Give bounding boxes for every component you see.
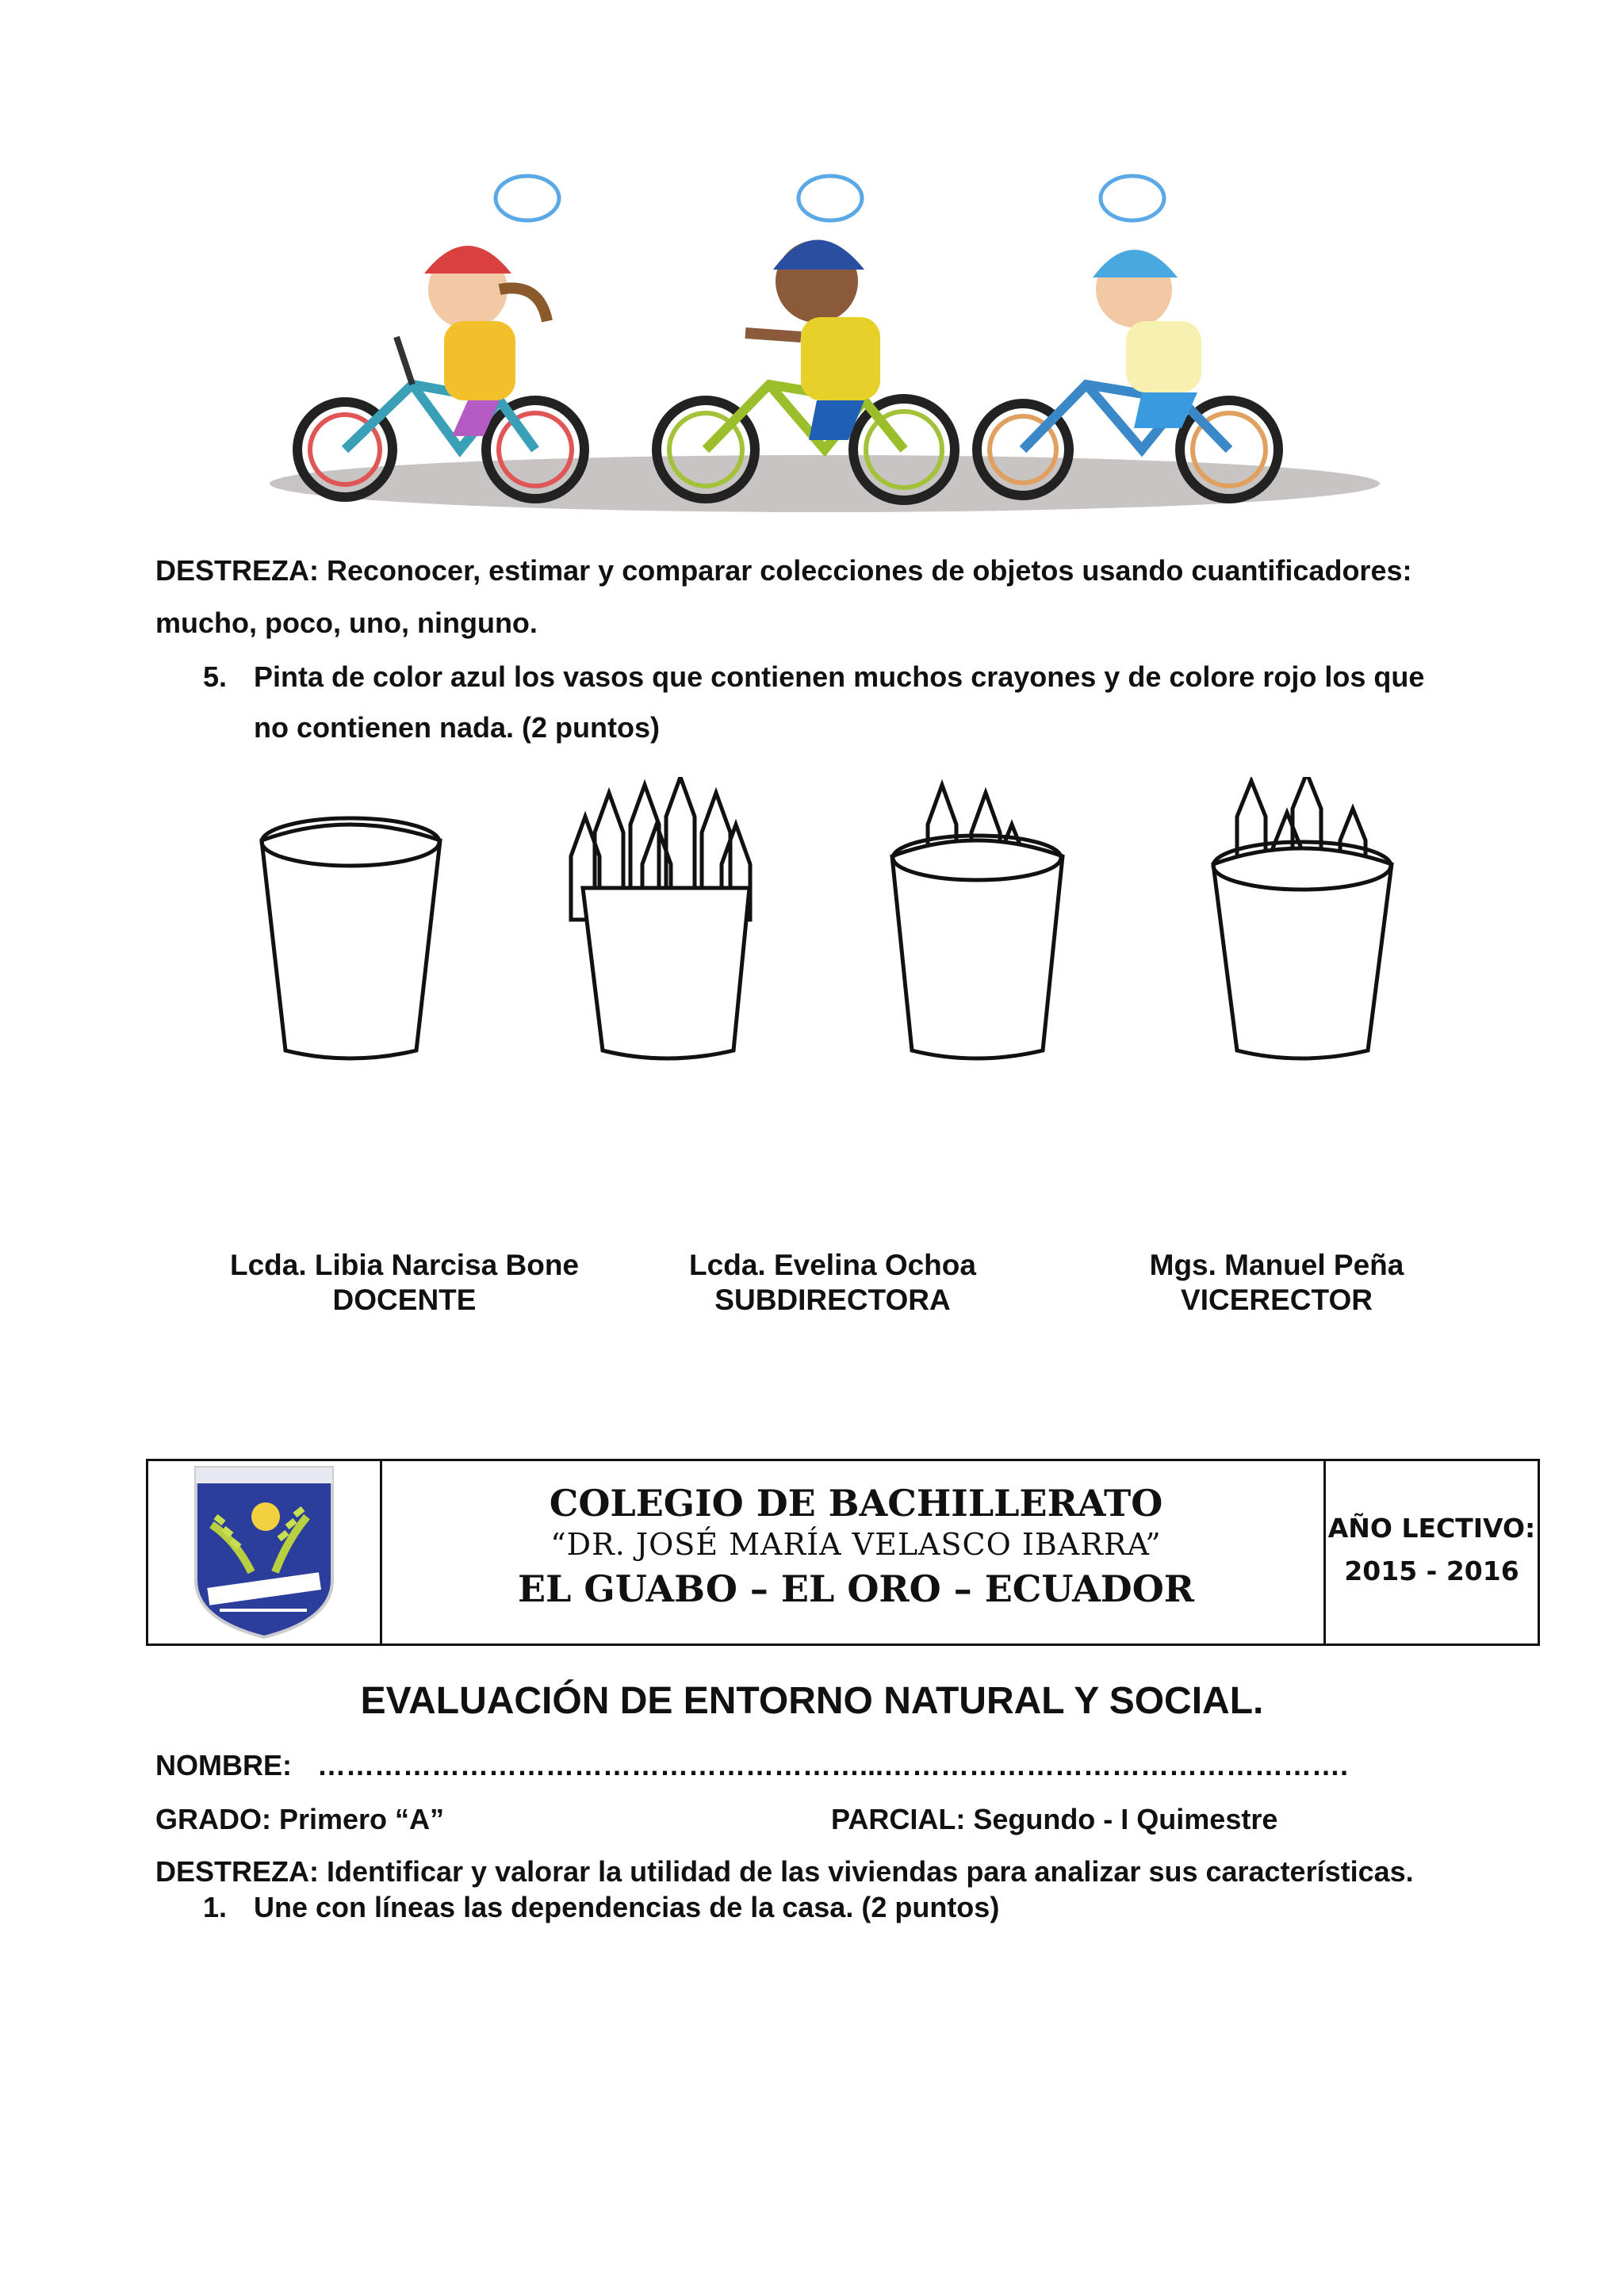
- signature-role: DOCENTE: [332, 1284, 477, 1316]
- question-number: 1.: [203, 1891, 228, 1923]
- answer-circle-2[interactable]: [799, 176, 862, 220]
- destreza-text: Identificar y valorar la utilidad de las viviendas para analizar sus características.: [327, 1855, 1414, 1888]
- destreza-text: Reconocer, estimar y comparar colecciones de objetos usando cuantificadores:: [327, 554, 1412, 587]
- signature-name: Mgs. Manuel Peña: [1149, 1249, 1404, 1281]
- children-bicycles-illustration: [262, 163, 1388, 519]
- signature-role: SUBDIRECTORA: [714, 1284, 951, 1316]
- evaluation-title: EVALUACIÓN DE ENTORNO NATURAL Y SOCIAL.: [360, 1680, 1264, 1722]
- school-year-cell: [1323, 1461, 1538, 1644]
- signature-vicerector: [1102, 1248, 1451, 1318]
- destreza-statement-2: [155, 1854, 1583, 1889]
- logo-cell: [148, 1461, 382, 1644]
- school-header-table: [146, 1459, 1540, 1646]
- nombre-label: NOMBRE:: [155, 1749, 292, 1781]
- destreza-statement: [155, 553, 1488, 588]
- answer-circle-3[interactable]: [1101, 176, 1164, 220]
- school-patron-name: “DR. JOSÉ MARÍA VELASCO IBARRA”: [550, 1527, 1162, 1562]
- signature-role: VICERECTOR: [1181, 1284, 1373, 1316]
- cup-many-crayons[interactable]: [571, 777, 750, 1058]
- school-location: EL GUABO – EL ORO – ECUADOR: [518, 1567, 1194, 1610]
- signature-name: Lcda. Libia Narcisa Bone: [229, 1249, 580, 1281]
- destreza-text-continued: mucho, poco, uno, ninguno.: [155, 607, 538, 639]
- school-name-cell: [382, 1461, 1330, 1644]
- school-year-label: AÑO LECTIVO:: [1327, 1513, 1536, 1544]
- signature-docente: [214, 1248, 595, 1318]
- question-text: Pinta de color azul los vasos que contienen muchos crayones y de colore rojo los que: [254, 660, 1425, 693]
- grado-field: GRADO: Primero “A”: [155, 1803, 445, 1835]
- cup-some-crayons[interactable]: [1213, 777, 1392, 1058]
- signature-subdirectora: [658, 1248, 1007, 1318]
- cups-with-crayons-illustration: [238, 777, 1475, 1078]
- parcial-field: PARCIAL: Segundo - I Quimestre: [831, 1803, 1278, 1835]
- school-year-value: 2015 - 2016: [1344, 1556, 1519, 1586]
- cup-empty[interactable]: [262, 818, 440, 1058]
- nombre-field[interactable]: …………………………………………………...………………………………………….: [317, 1749, 1349, 1781]
- destreza-label: DESTREZA:: [155, 1855, 319, 1888]
- destreza-label: DESTREZA:: [155, 554, 319, 587]
- question-text: Une con líneas las dependencias de la casa. (2 puntos): [254, 1891, 1000, 1923]
- signature-name: Lcda. Evelina Ochoa: [689, 1249, 976, 1281]
- school-name: COLEGIO DE BACHILLERATO: [549, 1482, 1163, 1525]
- question-number: 5.: [203, 660, 228, 693]
- question-text-continued: no contienen nada. (2 puntos): [254, 711, 660, 744]
- answer-circle-1[interactable]: [496, 176, 559, 220]
- school-crest-logo: [148, 1461, 380, 1644]
- cup-few-crayons[interactable]: [892, 785, 1063, 1058]
